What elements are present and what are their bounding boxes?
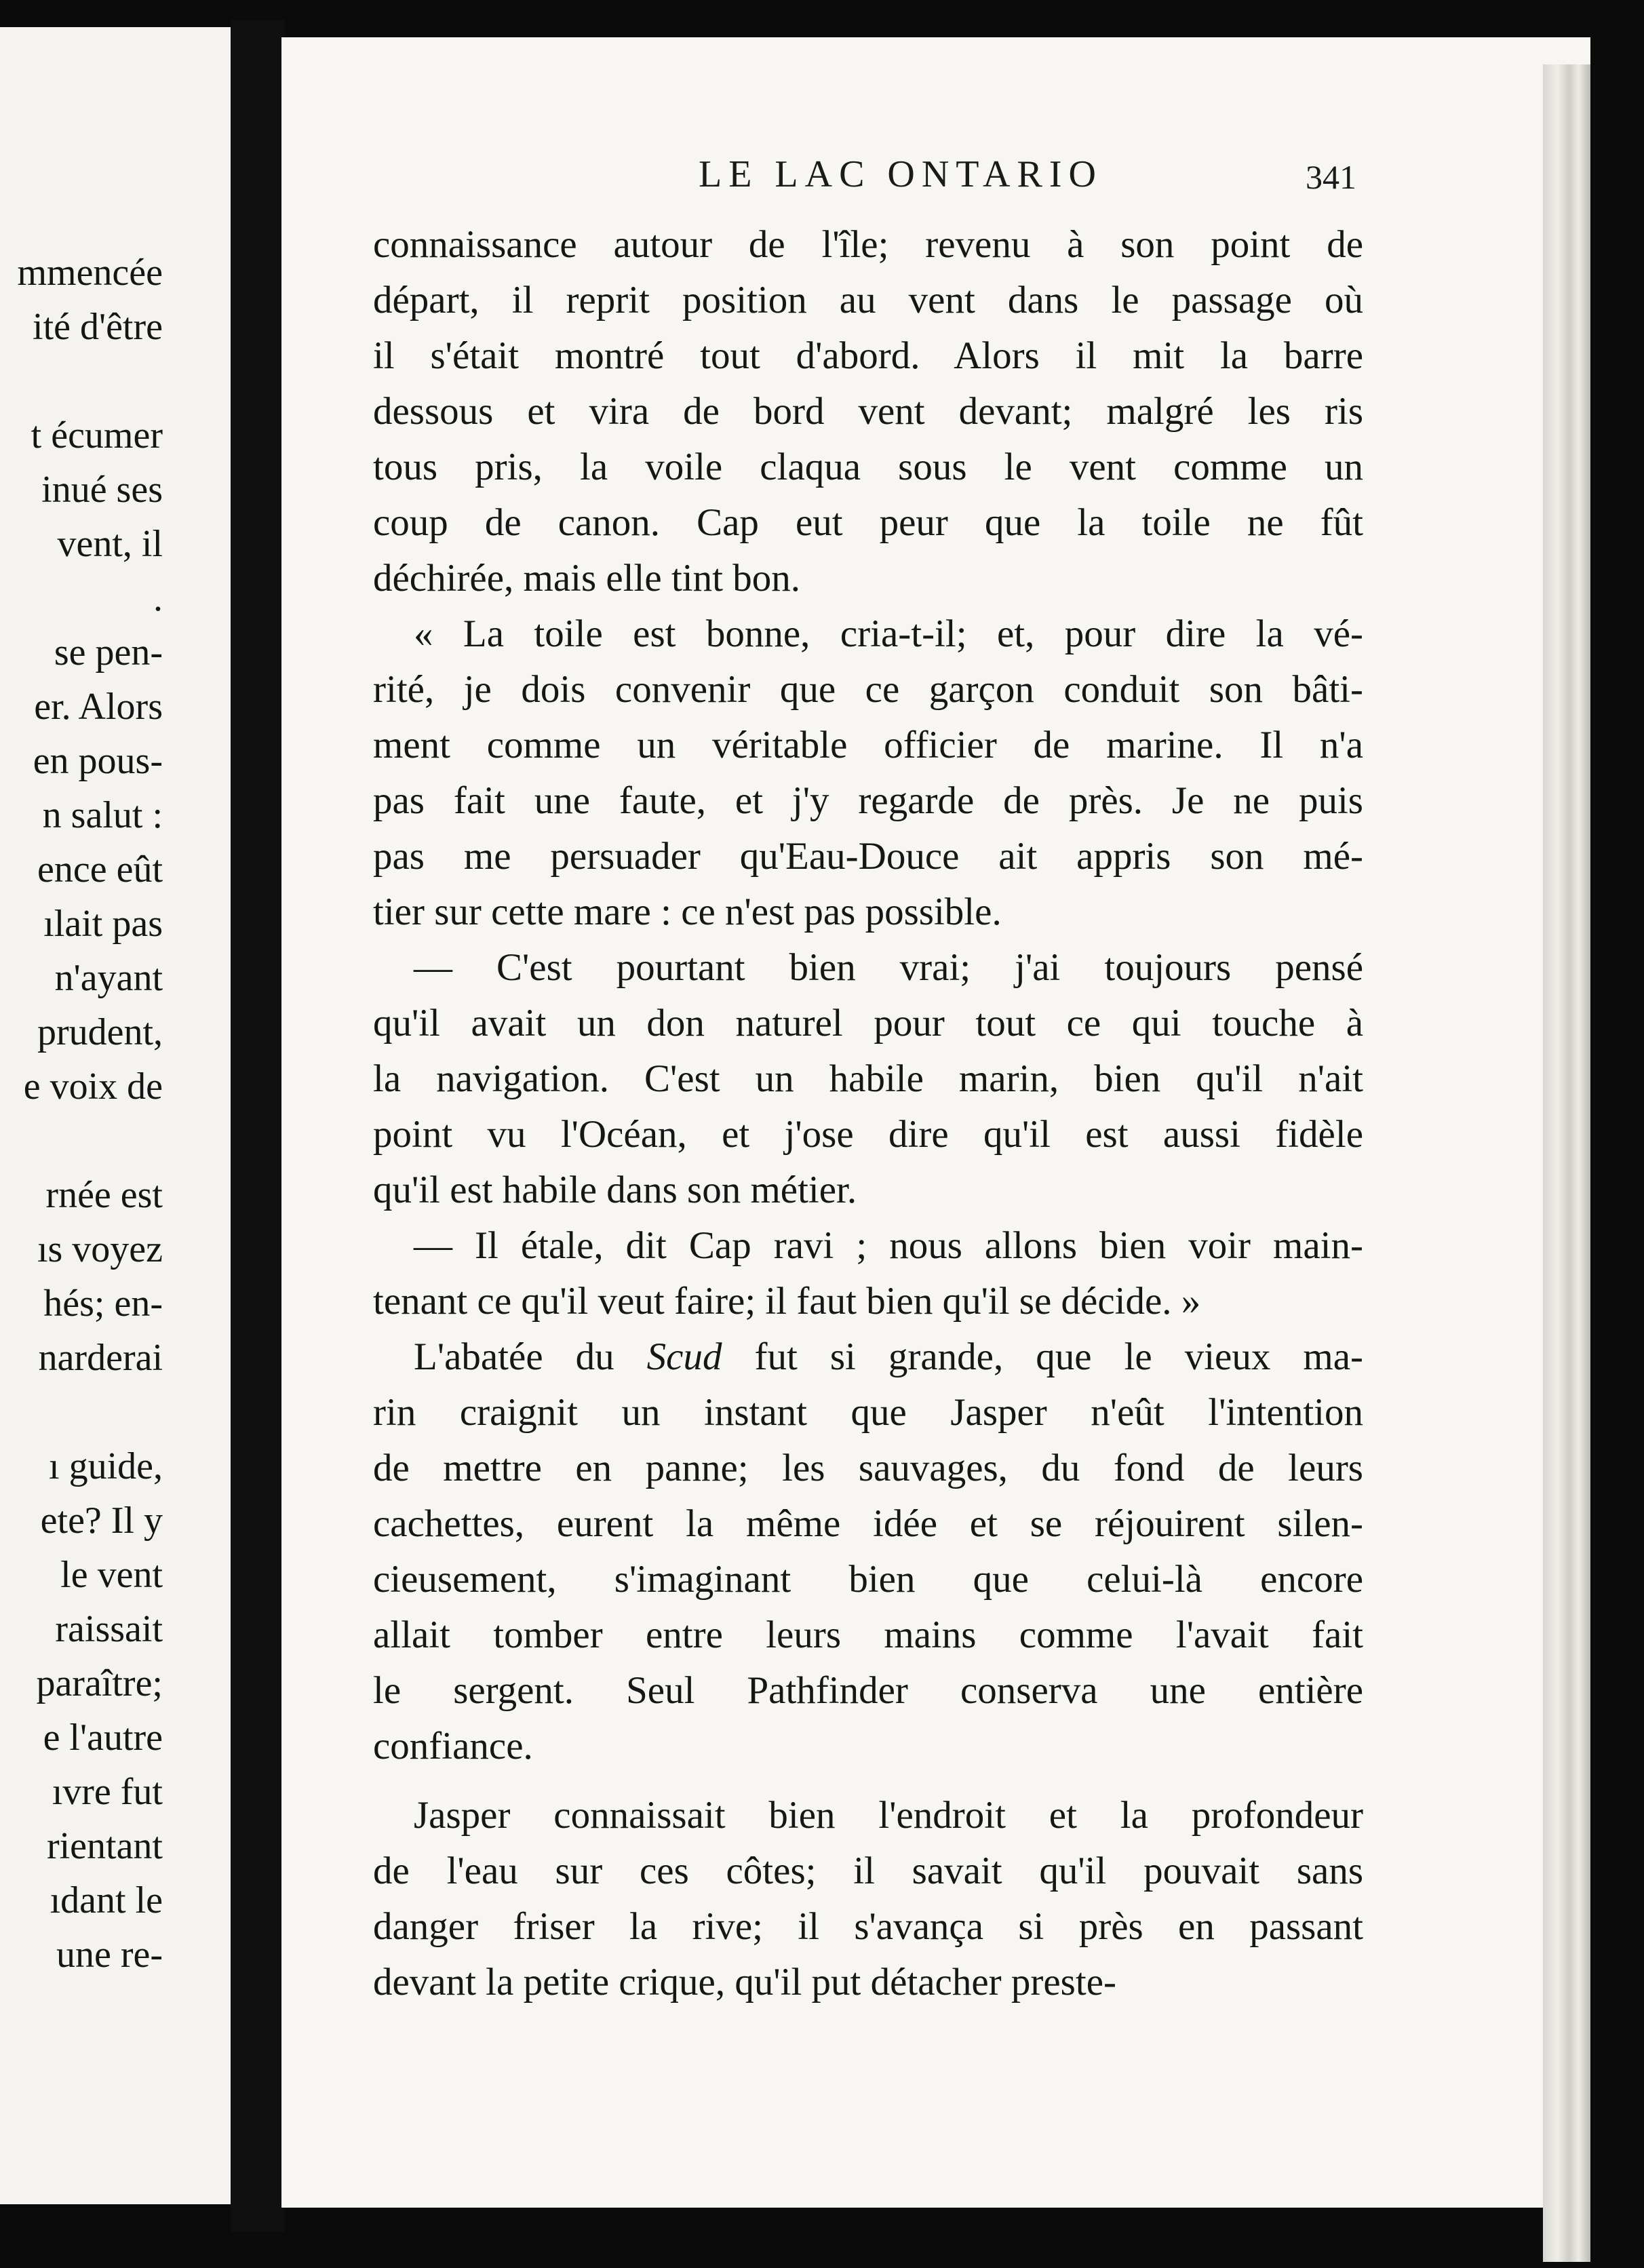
text-line: connaissance autour de l'île; revenu à son point de bbox=[373, 223, 1363, 266]
text-line: Jasper connaissait bien l'endroit et la profondeur bbox=[414, 1794, 1363, 1837]
left-page-line: t écumer bbox=[31, 414, 163, 456]
text-line: la navigation. C'est un habile marin, bien qu'il n'ait bbox=[373, 1057, 1363, 1100]
left-page-line: ıdant le bbox=[50, 1879, 163, 1921]
left-page-line: n salut : bbox=[42, 794, 163, 836]
left-page-line: ete? Il y bbox=[40, 1500, 163, 1542]
text-line: pas fait une faute, et j'y regarde de près. Je ne puis bbox=[373, 779, 1363, 822]
left-page-line: ılait pas bbox=[43, 903, 163, 945]
left-page-line: inué ses bbox=[41, 469, 163, 511]
text-line: confiance. bbox=[373, 1725, 533, 1767]
text-line: tenant ce qu'il veut faire; il faut bien qu'il se décide. » bbox=[373, 1280, 1201, 1323]
left-page-line: rientant bbox=[46, 1825, 163, 1867]
text-line: cieusement, s'imaginant bien que celui-là encore bbox=[373, 1558, 1363, 1601]
text-line: dessous et vira de bord vent devant; malgré les ris bbox=[373, 390, 1363, 433]
left-page-line: rnée est bbox=[45, 1174, 163, 1216]
left-page-line: . bbox=[153, 577, 163, 619]
left-page-line: ıs voyez bbox=[37, 1228, 163, 1270]
book-spine bbox=[231, 20, 285, 2231]
left-page-line: en pous- bbox=[33, 740, 163, 782]
left-page bbox=[0, 27, 231, 2204]
text-line: tier sur cette mare : ce n'est pas possible. bbox=[373, 891, 1002, 933]
text-line: ment comme un véritable officier de marine. Il n'a bbox=[373, 724, 1363, 766]
left-page-line: ence eût bbox=[37, 848, 163, 891]
page-number: 341 bbox=[1306, 158, 1356, 196]
left-page-line: mmencée bbox=[17, 252, 163, 294]
left-page-line: ité d'être bbox=[33, 306, 163, 348]
text-line: de mettre en panne; les sauvages, du fond de leurs bbox=[373, 1447, 1363, 1489]
text-line: qu'il avait un don naturel pour tout ce qui touche à bbox=[373, 1002, 1363, 1044]
text-line: L'abatée du Scud fut si grande, que le vieux ma- bbox=[414, 1335, 1363, 1378]
left-page-line: une re- bbox=[56, 1934, 163, 1976]
text-line: coup de canon. Cap eut peur que la toile ne fût bbox=[373, 501, 1363, 544]
text-line: déchirée, mais elle tint bon. bbox=[373, 557, 800, 600]
text-line: départ, il reprit position au vent dans le passage où bbox=[373, 279, 1363, 321]
left-page-line: se pen- bbox=[54, 631, 163, 673]
left-page-line: paraître; bbox=[36, 1662, 163, 1704]
text-line: le sergent. Seul Pathfinder conserva une entière bbox=[373, 1669, 1363, 1712]
text-line: — C'est pourtant bien vrai; j'ai toujours pensé bbox=[414, 946, 1363, 989]
left-page-line: prudent, bbox=[37, 1011, 163, 1053]
text-line: rin craignit un instant que Jasper n'eût l'intention bbox=[373, 1391, 1363, 1434]
text-line: — Il étale, dit Cap ravi ; nous allons bien voir main- bbox=[414, 1224, 1363, 1267]
left-page-line: hés; en- bbox=[43, 1283, 163, 1325]
text-line: danger friser la rive; il s'avança si près en passant bbox=[373, 1905, 1363, 1948]
running-head: LE LAC ONTARIO bbox=[699, 153, 1103, 195]
text-line: cachettes, eurent la même idée et se réjouirent silen- bbox=[373, 1502, 1363, 1545]
text-line: de l'eau sur ces côtes; il savait qu'il pouvait sans bbox=[373, 1850, 1363, 1892]
text-line: « La toile est bonne, cria-t-il; et, pour dire la vé- bbox=[414, 612, 1363, 655]
text-line: devant la petite crique, qu'il put détacher preste- bbox=[373, 1961, 1116, 2003]
text-line: rité, je dois convenir que ce garçon conduit son bâti- bbox=[373, 668, 1363, 711]
left-page-line: ı guide, bbox=[49, 1445, 163, 1487]
text-line: qu'il est habile dans son métier. bbox=[373, 1169, 857, 1211]
text-line: allait tomber entre leurs mains comme l'avait fait bbox=[373, 1614, 1363, 1656]
left-page-line: e voix de bbox=[23, 1065, 163, 1108]
left-page-line: ıvre fut bbox=[52, 1771, 163, 1813]
ship-name: Scud bbox=[646, 1335, 722, 1378]
left-page-line: le vent bbox=[60, 1554, 163, 1596]
text-line: tous pris, la voile claqua sous le vent comme un bbox=[373, 446, 1363, 488]
left-page-line: e l'autre bbox=[43, 1717, 163, 1759]
left-page-line: narderai bbox=[38, 1337, 163, 1379]
text-line: pas me persuader qu'Eau-Douce ait appris son mé- bbox=[373, 835, 1363, 878]
text-line: il s'était montré tout d'abord. Alors il mit la barre bbox=[373, 334, 1363, 377]
text-line: point vu l'Océan, et j'ose dire qu'il est aussi fidèle bbox=[373, 1113, 1363, 1156]
left-page-line: vent, il bbox=[57, 523, 163, 565]
left-page-line: raissait bbox=[55, 1608, 163, 1650]
left-page-line: n'ayant bbox=[54, 957, 163, 999]
left-page-line: er. Alors bbox=[34, 686, 163, 728]
page-edge bbox=[1543, 64, 1590, 2262]
